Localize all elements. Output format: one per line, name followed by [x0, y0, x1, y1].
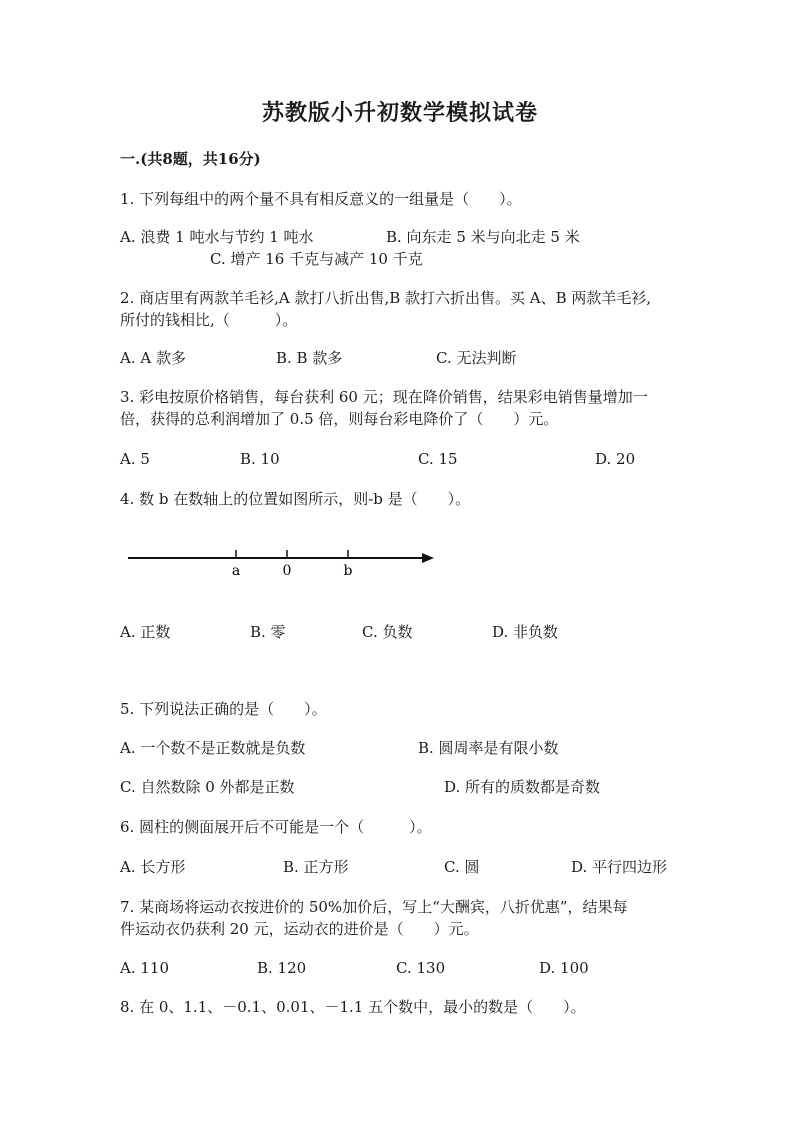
- question-8-stem: 8. 在 0、1.1、－0.1、0.01、－1.1 五个数中，最小的数是（ ）。: [120, 998, 586, 1016]
- question-3-stem-line-1: 3. 彩电按原价格销售，每台获利 60 元；现在降价销售，结果彩电销售量增加一: [120, 388, 648, 406]
- question-2-stem-line-2: 所付的钱相比,（ ）。: [120, 311, 298, 329]
- question-7-stem-line-1: 7. 某商场将运动衣按进价的 50%加价后，写上“大酬宾，八折优惠”，结果每: [120, 898, 628, 916]
- label-b: b: [343, 563, 353, 579]
- q4-option-d[interactable]: D. 非负数: [492, 623, 559, 641]
- question-2-stem-line-1: 2. 商店里有两款羊毛衫,A 款打八折出售,B 款打六折出售。买 A、B 两款羊毛衫,: [120, 289, 652, 307]
- question-5-stem: 5. 下列说法正确的是（ ）。: [120, 700, 327, 718]
- question-6-stem: 6. 圆柱的侧面展开后不可能是一个（ ）。: [120, 818, 432, 836]
- q4-option-a[interactable]: A. 正数: [120, 623, 171, 641]
- q5-option-d[interactable]: D. 所有的质数都是奇数: [444, 778, 601, 796]
- q7-option-b[interactable]: B. 120: [257, 959, 307, 977]
- q1-option-b[interactable]: B. 向东走 5 米与向北走 5 米: [386, 228, 580, 246]
- q3-option-c[interactable]: C. 15: [418, 450, 458, 468]
- q2-option-b[interactable]: B. B 款多: [276, 349, 343, 367]
- q2-option-c[interactable]: C. 无法判断: [436, 349, 517, 367]
- q4-option-b[interactable]: B. 零: [250, 623, 286, 641]
- q7-option-d[interactable]: D. 100: [539, 959, 589, 977]
- question-3-stem-line-2: 倍，获得的总利润增加了 0.5 倍，则每台彩电降价了（ ）元。: [120, 410, 559, 428]
- q4-option-c[interactable]: C. 负数: [362, 623, 413, 641]
- q6-option-c[interactable]: C. 圆: [444, 858, 480, 876]
- q3-option-a[interactable]: A. 5: [120, 450, 150, 468]
- q6-option-d[interactable]: D. 平行四边形: [571, 858, 668, 876]
- q1-option-c[interactable]: C. 增产 16 千克与减产 10 千克: [210, 250, 423, 268]
- arrowhead-icon: [422, 553, 434, 563]
- q6-option-b[interactable]: B. 正方形: [283, 858, 349, 876]
- q6-option-a[interactable]: A. 长方形: [120, 858, 186, 876]
- q3-option-d[interactable]: D. 20: [595, 450, 636, 468]
- q1-option-a[interactable]: A. 浪费 1 吨水与节约 1 吨水: [120, 228, 314, 246]
- question-1-stem: 1. 下列每组中的两个量不具有相反意义的一组量是（ ）。: [120, 190, 522, 208]
- question-4-stem: 4. 数 b 在数轴上的位置如图所示，则-b 是（ ）。: [120, 490, 471, 508]
- number-line-figure: [120, 540, 450, 580]
- question-7-stem-line-2: 件运动衣仍获利 20 元，运动衣的进价是（ ）元。: [120, 920, 479, 938]
- q5-option-b[interactable]: B. 圆周率是有限小数: [418, 739, 559, 757]
- q5-option-c[interactable]: C. 自然数除 0 外都是正数: [120, 778, 295, 796]
- q2-option-a[interactable]: A. A 款多: [120, 349, 186, 367]
- q5-option-a[interactable]: A. 一个数不是正数就是负数: [120, 739, 306, 757]
- section-heading: 一.(共8题，共16分): [120, 150, 261, 168]
- label-zero: 0: [282, 563, 292, 579]
- q7-option-c[interactable]: C. 130: [396, 959, 446, 977]
- q3-option-b[interactable]: B. 10: [240, 450, 280, 468]
- page-title: 苏教版小升初数学模拟试卷: [261, 100, 538, 126]
- label-a: a: [231, 563, 241, 579]
- q7-option-a[interactable]: A. 110: [120, 959, 169, 977]
